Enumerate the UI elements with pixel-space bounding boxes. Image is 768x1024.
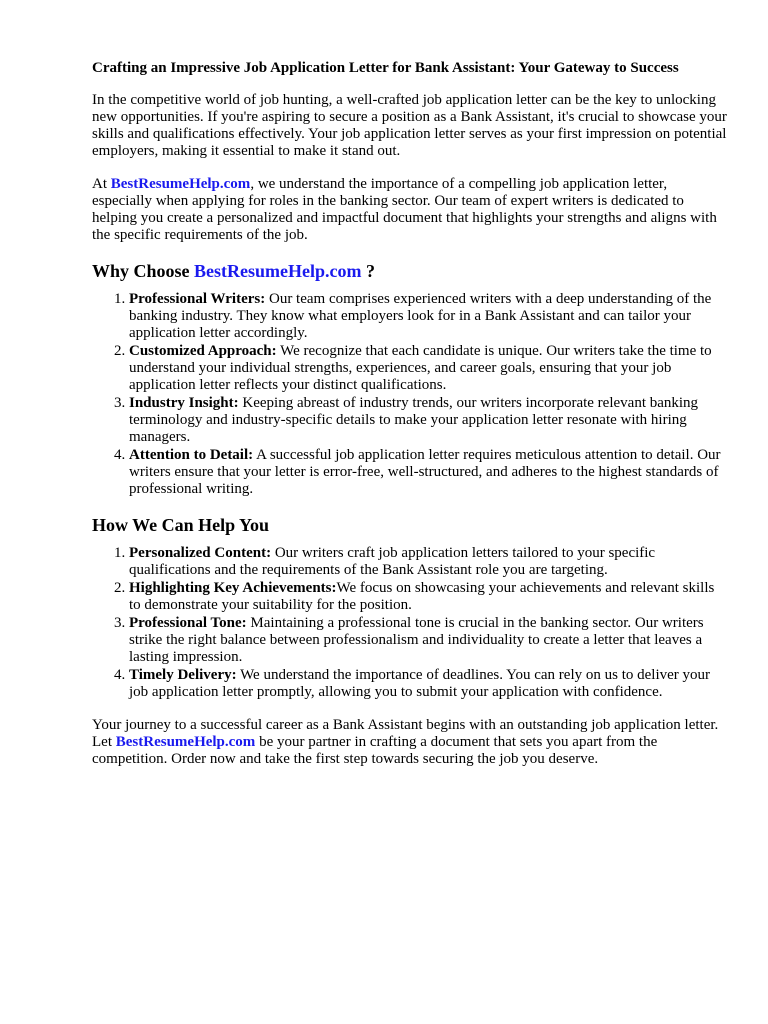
about-paragraph — [92, 176, 728, 244]
closing-prefix: Your journey to a successful career as a Bank Assistant begins with an outstanding job application letter. Let — [92, 717, 719, 750]
list-item — [129, 580, 728, 614]
list-item-text: A successful job application letter requires meticulous attention to detail. Our writers ensure that your letter is error-free, well-structured, and adheres to the highest standards of professional writing. — [129, 447, 721, 497]
list-item-text: Our team comprises experienced writers with a deep understanding of the banking industry. They know what employers look for in a Bank Assistant and can tailor your application letter accordingly. — [129, 291, 712, 341]
list-item-title: Professional Writers: — [129, 291, 266, 307]
list-item — [129, 291, 728, 342]
list-item — [129, 447, 728, 498]
how-we-help-heading: How We Can Help You — [92, 515, 270, 535]
how-we-help-list — [92, 545, 728, 701]
list-item-title: Timely Delivery: — [129, 667, 237, 683]
why-choose-list — [92, 291, 728, 498]
why-choose-heading-link[interactable]: BestResumeHelp.com — [194, 261, 362, 281]
list-item-text: Maintaining a professional tone is crucial in the banking sector. Our writers strike the right balance between professionalism and individuality to create a letter that leaves a lasting impression. — [129, 615, 704, 665]
list-item-text: We recognize that each candidate is unique. Our writers take the time to understand your individual strengths, experiences, and career goals, ensuring that your job application letter reflects your distinct qualifications. — [129, 343, 712, 393]
list-item-text: We understand the importance of deadlines. You can rely on us to deliver your job application letter promptly, allowing you to submit your application with confidence. — [129, 667, 711, 700]
list-item-title: Professional Tone: — [129, 615, 247, 631]
list-item — [129, 615, 728, 666]
list-item-title: Highlighting Key Achievements: — [129, 580, 337, 596]
why-choose-heading-prefix: Why Choose — [92, 261, 190, 281]
list-item-text: We focus on showcasing your achievements and relevant skills to demonstrate your suitability for the position. — [129, 580, 715, 613]
list-item-title: Attention to Detail: — [129, 447, 254, 463]
closing-bestresumehelp-link[interactable]: BestResumeHelp.com — [115, 734, 256, 750]
document-title: Crafting an Impressive Job Application Letter for Bank Assistant: Your Gateway to Success — [92, 60, 679, 76]
why-choose-heading-suffix: ? — [361, 261, 375, 281]
list-item-title: Industry Insight: — [129, 395, 239, 411]
intro-paragraph: In the competitive world of job hunting, a well-crafted job application letter can be the key to unlocking new opportunities. If you're aspiring to secure a position as a Bank Assistant, it's crucial to showcase your skills and qualifications effectively. Your job application letter serves as your first impression on potential employers, making it essential to make it stand out. — [92, 92, 727, 159]
bestresumehelp-link[interactable]: BestResumeHelp.com — [110, 176, 251, 192]
list-item-title: Personalized Content: — [129, 545, 272, 561]
closing-suffix: be your partner in crafting a document that sets you apart from the competition. Order now and take the first step towards securing the job you deserve. — [92, 734, 658, 767]
list-item-text: Our writers craft job application letters tailored to your specific qualifications and the requirements of the Bank Assistant role you are targeting. — [129, 545, 656, 578]
why-choose-heading — [92, 260, 728, 282]
closing-paragraph — [92, 717, 728, 768]
list-item — [129, 545, 728, 579]
list-item — [129, 395, 728, 446]
about-suffix: , we understand the importance of a compelling job application letter, especially when applying for roles in the banking sector. Our team of expert writers is dedicated to helping you create a personalized and impactful document that highlights your strengths and aligns with the specific requirements of the job. — [92, 176, 717, 243]
list-item — [129, 343, 728, 394]
list-item — [129, 667, 728, 701]
list-item-title: Customized Approach: — [129, 343, 277, 359]
list-item-text: Keeping abreast of industry trends, our writers incorporate relevant banking terminology and industry-specific details to make your application letter resonate with hiring managers. — [129, 395, 699, 445]
about-prefix: At — [92, 176, 107, 192]
